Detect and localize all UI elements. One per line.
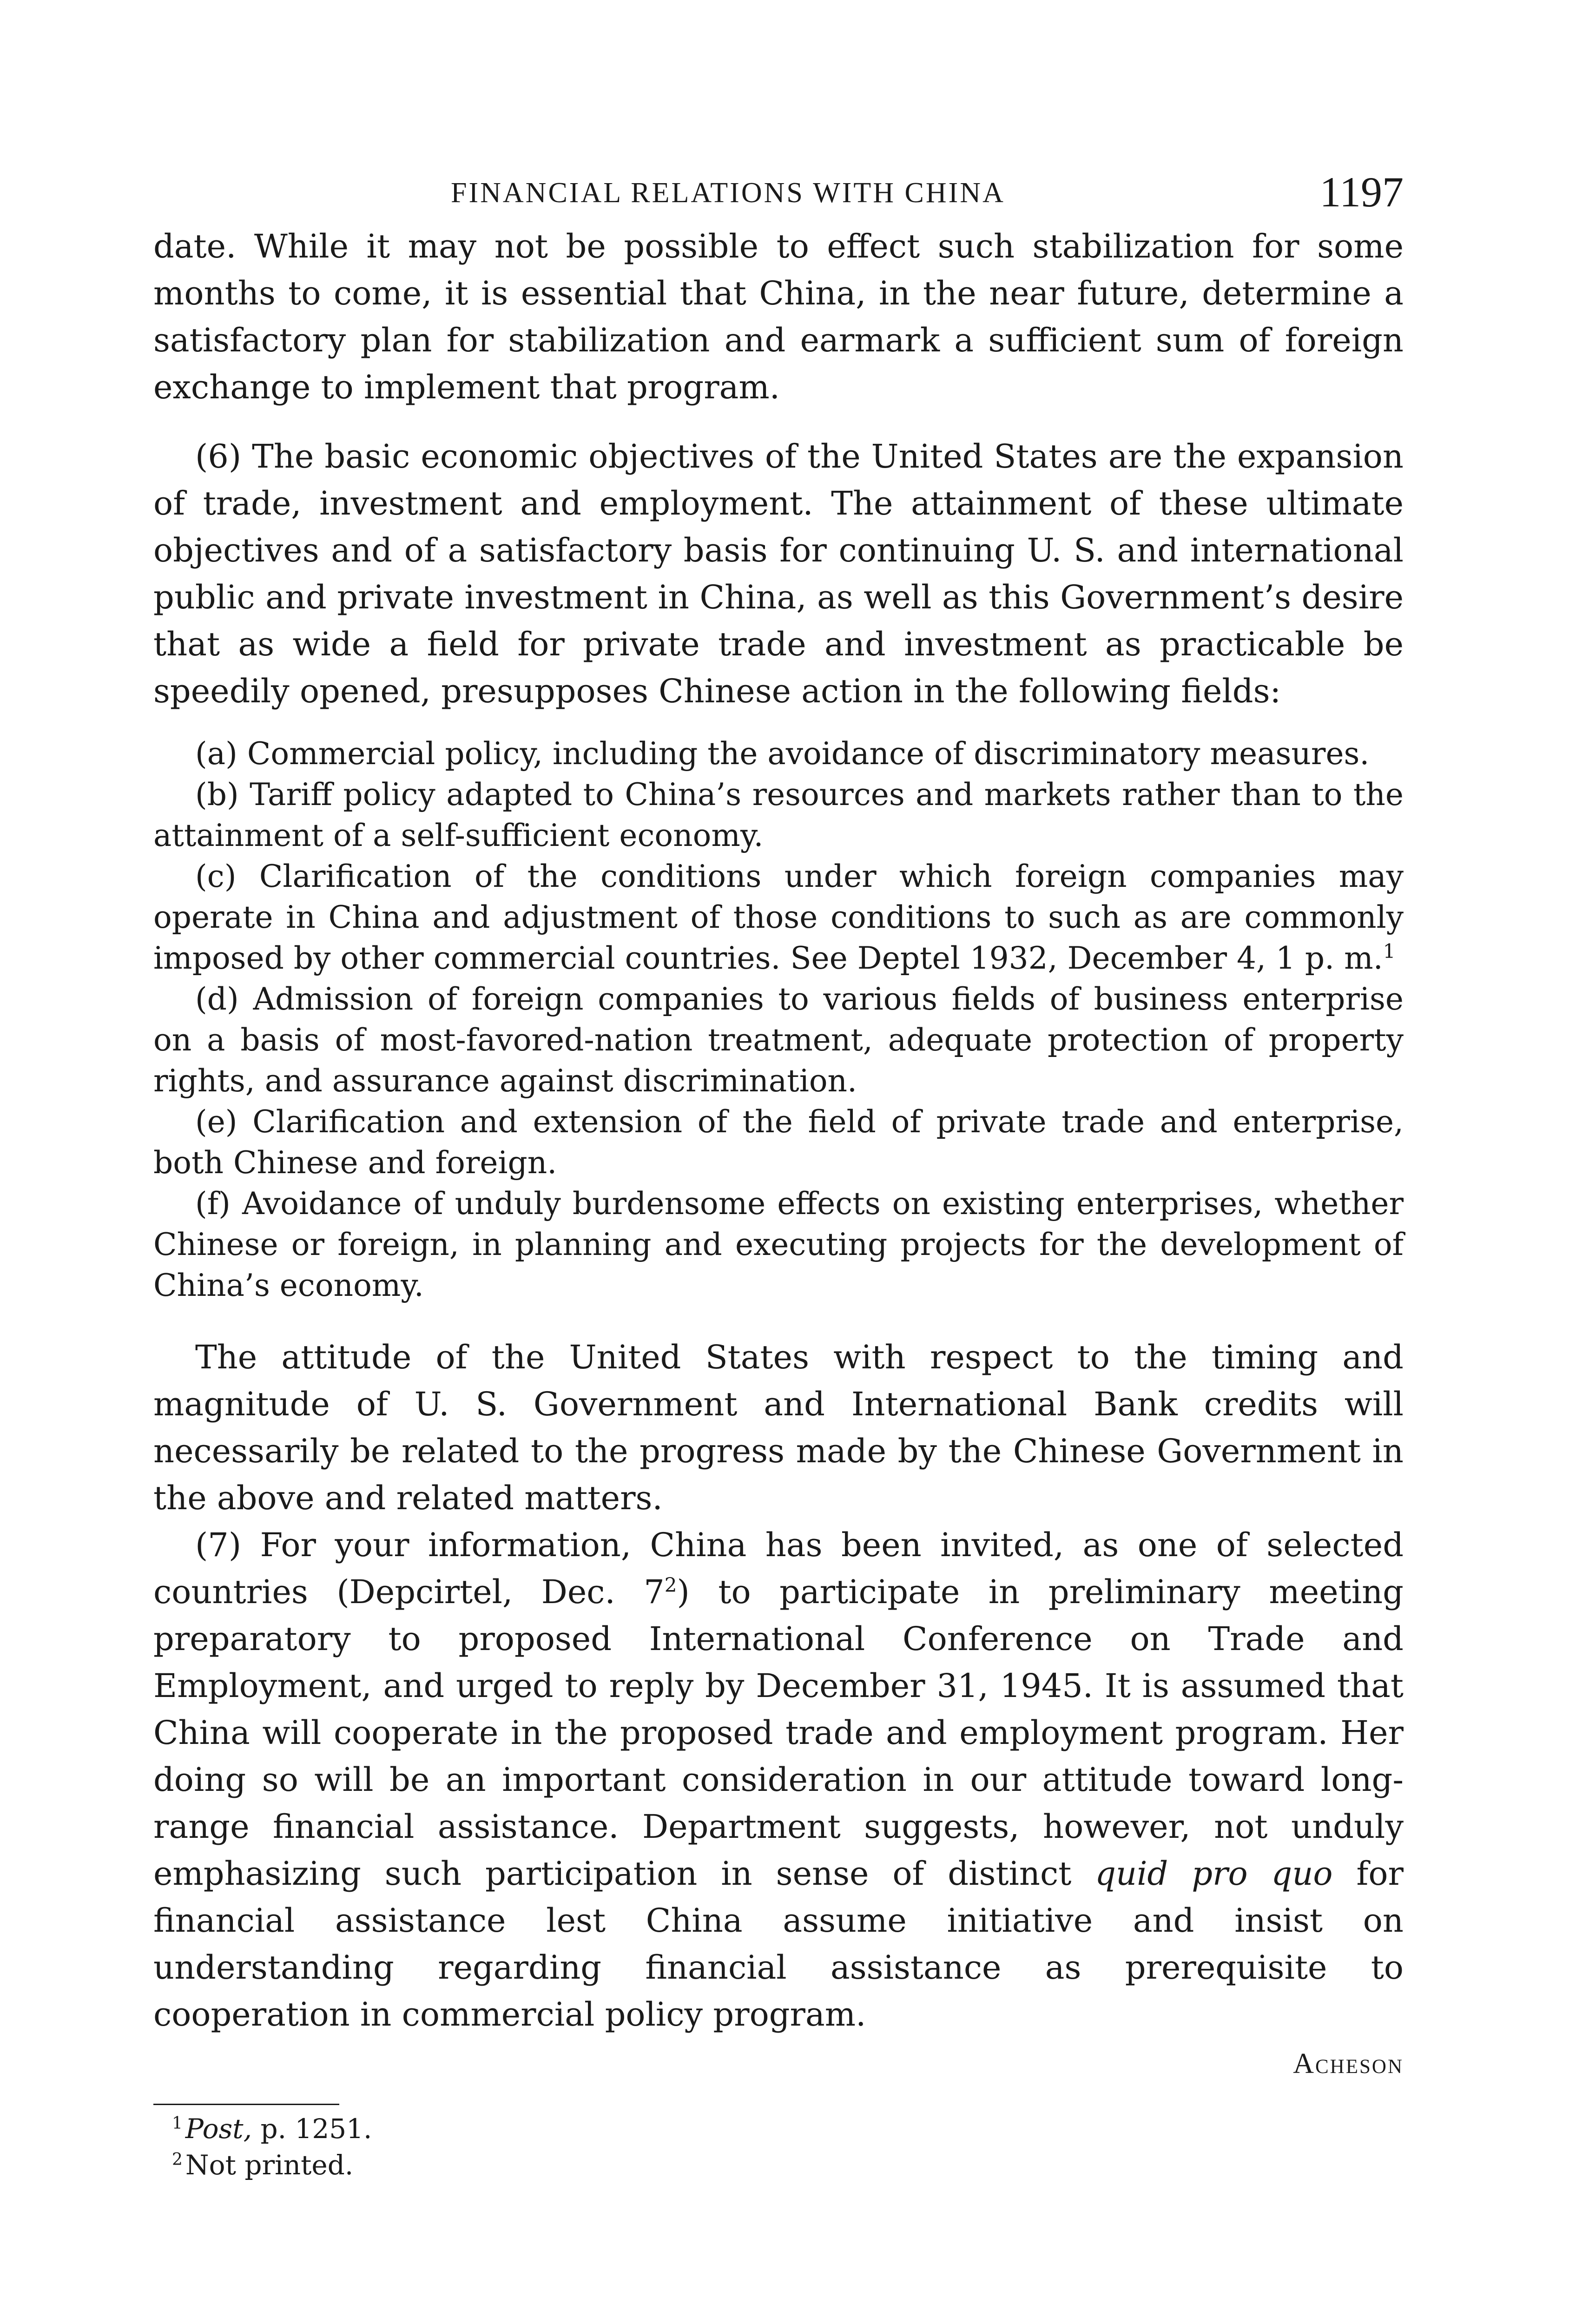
list-label-e: (e) (195, 1104, 237, 1140)
list-text-c: Clarification of the conditions under which foreign companies may operate in China and adjustment of those conditions to such as are commonly imposed by other commercial countries. See Deptel 1932, December 4, 1 p. m. (153, 858, 1404, 976)
document-page (153, 167, 1404, 2183)
footnote-ref-1: 1 (1383, 940, 1396, 963)
footnotes (153, 2111, 1404, 2183)
footnote-1 (172, 2111, 1404, 2147)
footnote-1-text: p. 1251. (260, 2113, 372, 2145)
list-label-b: (b) (195, 777, 239, 812)
paragraph-7-part3: for financial assistance lest China assume initiative and insist on understanding regarding financial assistance as prerequisite to cooperation in commercial policy program. (153, 1855, 1404, 2034)
list-item-d (153, 979, 1404, 1102)
body-text (153, 223, 1404, 2038)
list-item-e (153, 1102, 1404, 1183)
footnote-2 (172, 2147, 1404, 2183)
list-label-d: (d) (195, 981, 239, 1017)
list-item-b (153, 774, 1404, 856)
paragraph-7 (153, 1522, 1404, 2038)
list-item-a (153, 733, 1404, 774)
footnote-divider (153, 2104, 339, 2105)
footnote-ref-2: 2 (664, 1573, 677, 1597)
list-item-f (153, 1183, 1404, 1306)
paragraph-continuation: date. While it may not be possible to effect such stabilization for some months to come, it is essential that China, in the near future, determine a satisfactory plan for stabilization and earmark a sufficient sum of foreign exchange to implement that program. (153, 227, 1404, 406)
paragraph-6: (6) The basic economic objectives of the United States are the expansion of trade, investment and employment. The attainment of these ultimate objectives and of a satisfactory basis for continuing U. S. and international public and private investment in China, as well as this Government’s desire that as wide a field for private trade and investment as practicable be speedily opened, presupposes Chinese action in the following fields: (153, 437, 1404, 710)
footnote-1-italic: Post, (185, 2113, 252, 2145)
signature: Acheson (1293, 2048, 1404, 2080)
list-text-d: Admission of foreign companies to various fields of business enterprise on a basis of most-favored-nation treatment, adequate protection of property rights, and assurance against discrimination. (153, 981, 1404, 1099)
list-text-e: Clarification and extension of the field of private trade and enterprise, both Chinese and foreign. (153, 1104, 1404, 1181)
paragraph-attitude: The attitude of the United States with respect to the timing and magnitude of U. S. Government and International Bank credits will necessarily be related to the progress made by the Chinese Government in the above and related matters. (153, 1338, 1404, 1517)
running-header (153, 167, 1404, 223)
footnote-2-mark: 2 (172, 2150, 183, 2169)
list-text-b: Tariff policy adapted to China’s resources and markets rather than to the attainment of a self-sufficient economy. (153, 777, 1404, 853)
list-text-a: Commercial policy, including the avoidance of discriminatory measures. (247, 736, 1370, 772)
footnote-1-mark: 1 (172, 2113, 183, 2133)
list-text-f: Avoidance of unduly burdensome effects on existing enterprises, whether Chinese or foreign, in planning and executing projects for the development of China’s economy. (153, 1186, 1404, 1303)
paragraph-7-part2: ) to participate in preliminary meeting preparatory to proposed International Conference on Trade and Employment, and urged to reply by December 31, 1945. It is assumed that China will cooperate in the proposed trade and employment program. Her doing so will be an important consideration in our attitude toward long-range financial assistance. Department suggests, however, not unduly emphasizing such participation in sense of distinct (153, 1573, 1404, 1893)
list-item-c (153, 856, 1404, 979)
page-number: 1197 (1319, 168, 1404, 216)
policy-list (153, 733, 1404, 1306)
paragraph-7-part1: (7) For your information, China has been invited, as one of selected countries (Depcirtel, Dec. 7 (153, 1526, 1404, 1611)
list-label-a: (a) (195, 736, 237, 772)
paragraph-7-italic: quid pro quo (1095, 1855, 1333, 1893)
footnote-2-text: Not printed. (185, 2149, 354, 2181)
list-label-f: (f) (195, 1186, 231, 1221)
list-label-c: (c) (195, 858, 237, 894)
running-title: FINANCIAL RELATIONS WITH CHINA (451, 177, 1005, 209)
